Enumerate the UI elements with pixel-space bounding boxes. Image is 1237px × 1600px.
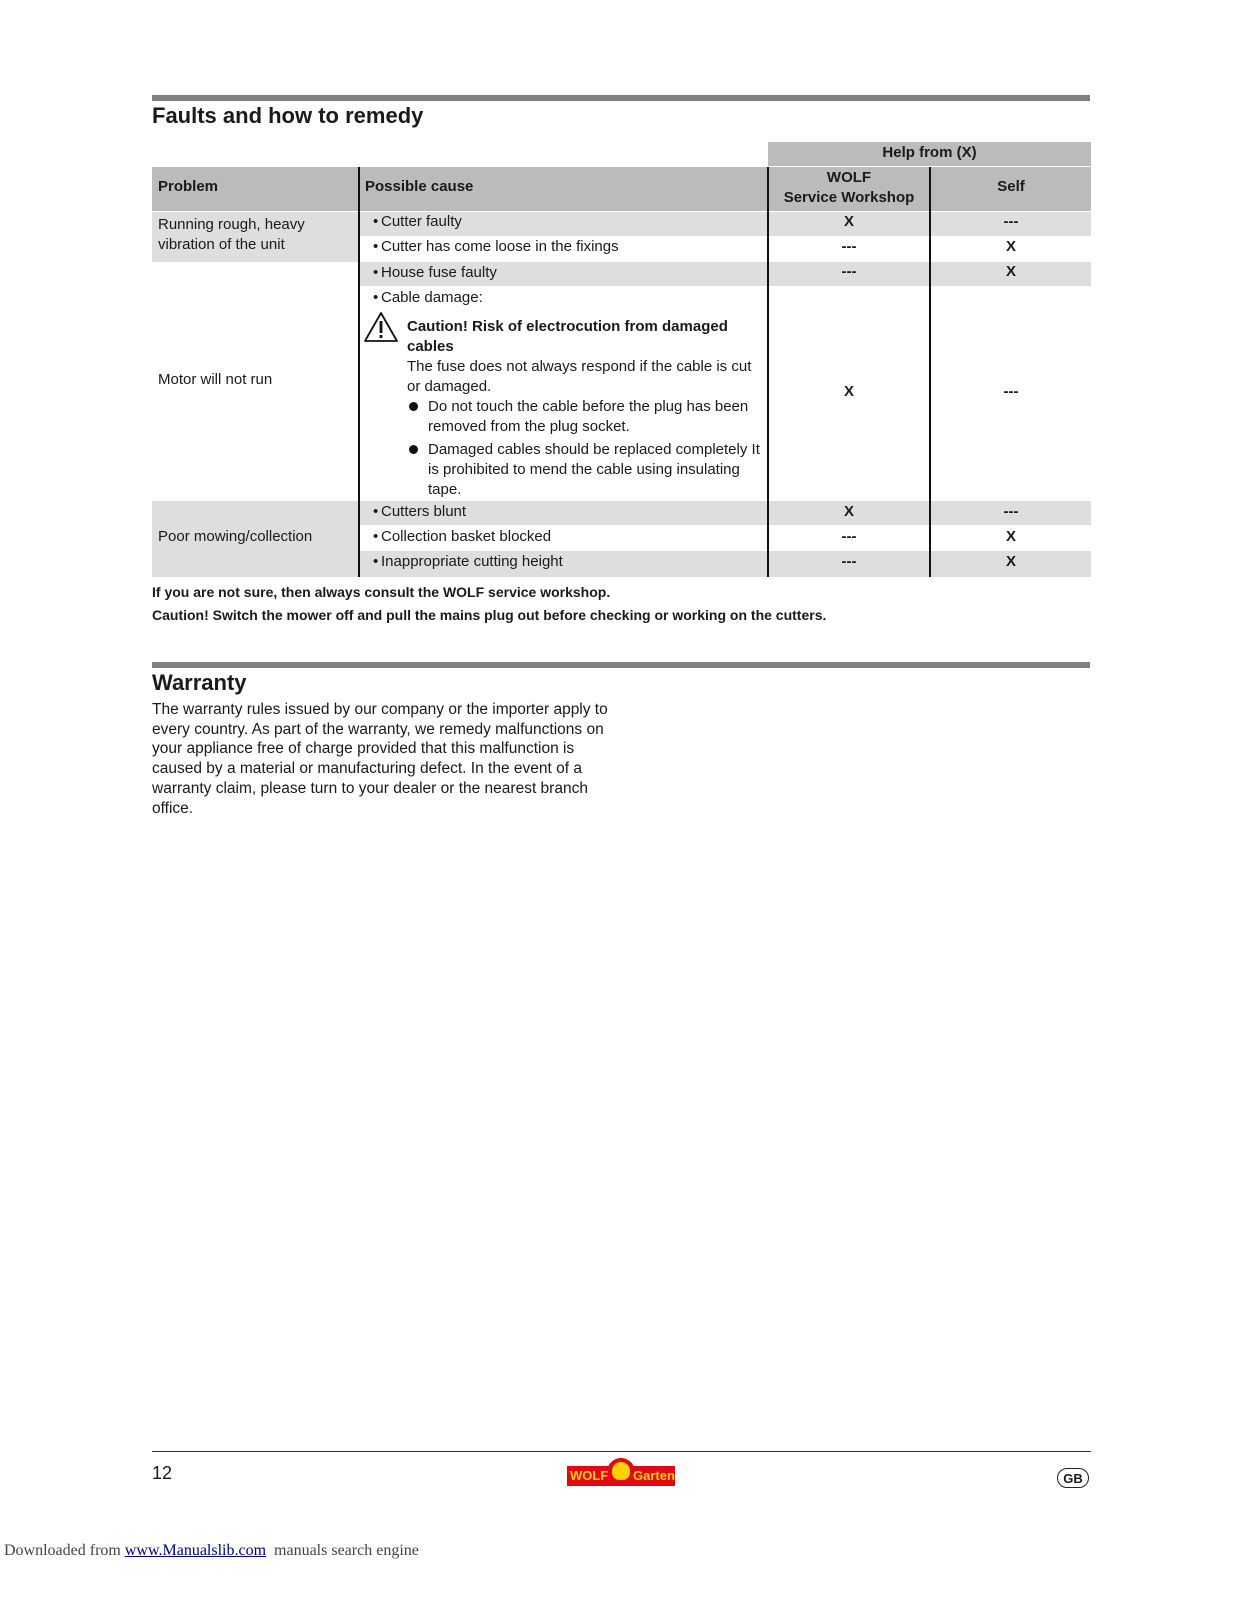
column-rule xyxy=(358,167,360,577)
header-wolf xyxy=(769,167,929,211)
caution-bullet-text: Do not touch the cable before the plug has been removed from the plug socket. xyxy=(428,398,749,435)
self-mark: --- xyxy=(1003,503,1019,520)
problem-label: Motor will not run xyxy=(158,371,273,388)
caution-body: The fuse does not always respond if the cable is cut or damaged. xyxy=(407,358,752,395)
wolf-head-icon xyxy=(612,1462,630,1480)
caution-bullet-text: Damaged cables should be replaced completely It is prohibited to mend the cable using insulating tape. xyxy=(428,441,760,498)
warranty-title: Warranty xyxy=(152,670,247,695)
header-cause xyxy=(360,167,767,211)
header-problem-label: Problem xyxy=(158,178,219,195)
wolf-mark: --- xyxy=(841,263,857,280)
wolf-mark: X xyxy=(843,503,854,520)
problem-label: Running rough, heavy xyxy=(158,216,305,233)
warning-triangle-icon xyxy=(363,311,399,343)
wolf-mark: X xyxy=(843,213,854,230)
note-consult: If you are not sure, then always consult the WOLF service workshop. xyxy=(152,584,611,600)
wolf-garten-logo xyxy=(567,1458,675,1486)
header-self-label: Self xyxy=(997,178,1025,195)
problem-label: Poor mowing/collection xyxy=(158,528,313,545)
self-mark: X xyxy=(1005,528,1016,545)
caution-block xyxy=(407,317,763,500)
header-self xyxy=(931,167,1091,211)
download-line xyxy=(4,1542,419,1560)
logo-text-right: Garten xyxy=(633,1468,675,1483)
caution-bullet xyxy=(407,397,763,437)
caution-bullet xyxy=(407,440,763,500)
self-mark: --- xyxy=(1003,383,1019,400)
help-header: Help from (X) xyxy=(768,142,1091,166)
cause-item: • Inappropriate cutting height xyxy=(381,552,563,572)
section-rule xyxy=(152,662,1090,668)
download-suffix: manuals search engine xyxy=(266,1542,419,1559)
cause-item: • Cutter has come loose in the fixings xyxy=(381,237,619,257)
problem-label: vibration of the unit xyxy=(158,236,285,253)
section-rule xyxy=(152,95,1090,101)
faults-table xyxy=(152,142,1091,577)
language-badge: GB xyxy=(1057,1468,1089,1488)
caution-title: Caution! Risk of electrocution from damaged cables xyxy=(407,318,728,355)
cause-item: • Cutter faulty xyxy=(381,212,462,232)
wolf-mark: --- xyxy=(841,238,857,255)
wolf-mark: --- xyxy=(841,553,857,570)
cause-item: • House fuse faulty xyxy=(381,263,497,283)
footer-rule xyxy=(152,1451,1091,1452)
header-cause-label: Possible cause xyxy=(365,178,474,195)
self-mark: X xyxy=(1005,238,1016,255)
manualslib-link[interactable]: www.Manualslib.com xyxy=(124,1542,267,1559)
bullet-dot-icon xyxy=(409,445,418,454)
cause-item: • Cable damage: xyxy=(381,288,483,308)
note-caution: Caution! Switch the mower off and pull the mains plug out before checking or working on the cutters. xyxy=(152,607,827,623)
download-prefix: Downloaded from xyxy=(4,1542,125,1559)
faults-title: Faults and how to remedy xyxy=(152,103,424,128)
warranty-body: The warranty rules issued by our company or the importer apply to every country. As part of the warranty, we remedy malfunctions on your appliance free of charge provided that this malfunction is caused by a material or manufacturing defect. In the event of a warranty claim, please turn to your dealer or the nearest branch office. xyxy=(152,701,608,817)
header-wolf-line1: WOLF xyxy=(826,169,872,186)
bullet-dot-icon xyxy=(409,402,418,411)
self-mark: X xyxy=(1005,553,1016,570)
header-problem xyxy=(152,167,358,211)
wolf-mark: X xyxy=(843,383,854,400)
cause-item: • Cutters blunt xyxy=(381,502,466,522)
self-mark: X xyxy=(1005,263,1016,280)
header-wolf-line2: Service Workshop xyxy=(783,189,915,206)
cause-item: • Collection basket blocked xyxy=(381,527,551,547)
wolf-mark: --- xyxy=(841,528,857,545)
page-number: 12 xyxy=(152,1463,173,1483)
logo-text-left: WOLF xyxy=(570,1468,609,1483)
problem-cell xyxy=(158,215,348,255)
self-mark: --- xyxy=(1003,213,1019,230)
